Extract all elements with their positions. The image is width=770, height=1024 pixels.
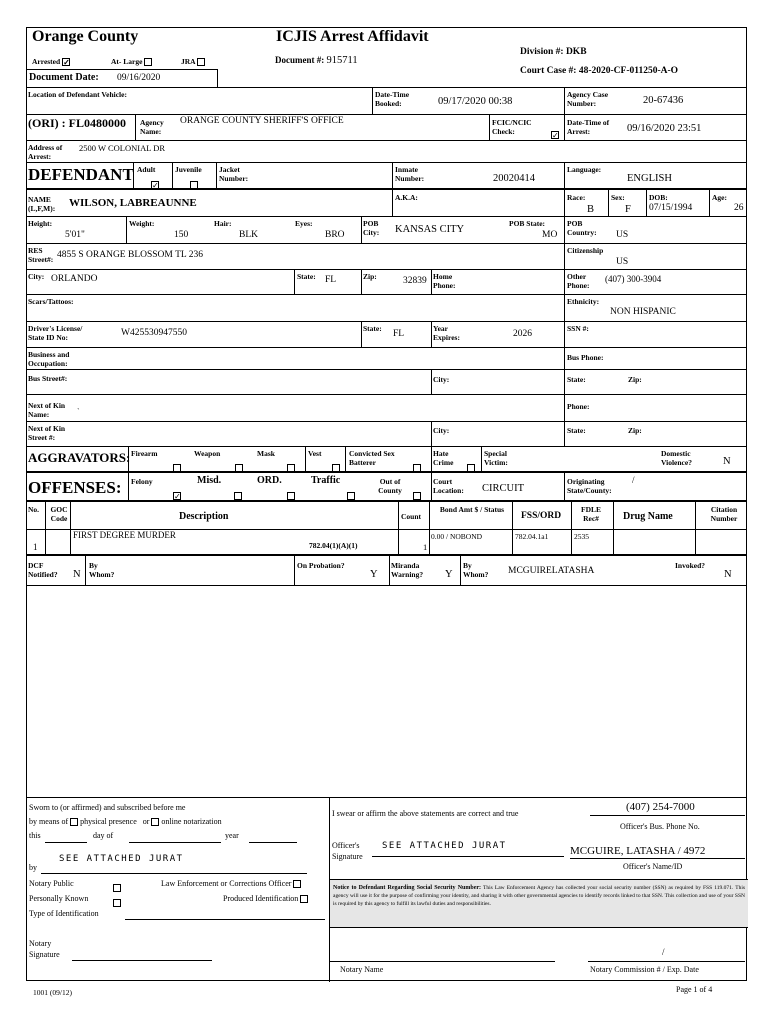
notary-signature-jurat: SEE ATTACHED JURAT bbox=[59, 854, 184, 864]
physical-presence-checkbox[interactable] bbox=[70, 818, 78, 826]
eyes: BRO bbox=[325, 230, 345, 240]
ord-checkbox[interactable] bbox=[287, 492, 295, 500]
city-row: City: ORLANDO State: FL Zip: 32839 Home Phone: Other Phone: (407) 300-3904 bbox=[27, 270, 746, 295]
location-row: Location of Defendant Vehicle: Date-Time Booked: 09/17/2020 00:38 Agency Case Number: 20-67436 bbox=[27, 88, 746, 115]
jra-checkbox[interactable] bbox=[197, 58, 205, 66]
offenses-row: OFFENSES: Felony ✓ Misd. ORD. Traffic Out of County Court Location: CIRCUIT Originating State/County: / bbox=[27, 473, 746, 502]
scars-row: Scars/Tattoos: Ethnicity: NON HISPANIC bbox=[27, 295, 746, 322]
dcf-row: DCF Notified? N By Whom? On Probation? Y Miranda Warning? Y By Whom? MCGUIRELATASHA Invoked? N bbox=[27, 556, 746, 586]
kin-row: Next of Kin Name: ` Phone: bbox=[27, 395, 746, 422]
invoked: N bbox=[724, 569, 732, 580]
document-date: 09/16/2020 bbox=[117, 73, 161, 83]
aggravators-row: AGGRAVATORS: Firearm Weapon Mask Vest Convicted Sex Batterer Hate Crime Special Victim: Domestic Violence? N bbox=[27, 447, 746, 473]
notary-public-checkbox[interactable] bbox=[113, 884, 121, 892]
city: ORLANDO bbox=[51, 274, 98, 284]
drivers-license: W425530947550 bbox=[121, 328, 187, 338]
felony-checkbox[interactable] bbox=[173, 492, 181, 500]
pob-country: US bbox=[616, 230, 629, 240]
officer-signature-jurat: SEE ATTACHED JURAT bbox=[382, 841, 507, 851]
arrest-affidavit-form bbox=[26, 27, 747, 981]
miranda-by-whom: MCGUIRELATASHA bbox=[508, 566, 595, 576]
miranda-warning: Y bbox=[445, 569, 453, 580]
notary-block: Sworn to (or affirmed) and subscribed before me by means of physical presence or online notarization this day of year by SEE ATTACHED JURAT Notary Public Law Enforcement or Corrections Officer Personally Known Produced Identification Type of Identification Notary Signature bbox=[27, 798, 330, 982]
arrested-checkbox[interactable] bbox=[62, 58, 70, 66]
offenses-heading: OFFENSES: bbox=[28, 478, 122, 497]
inmate-number: 20020414 bbox=[493, 173, 535, 184]
aggravators-heading: AGGRAVATORS: bbox=[28, 450, 131, 465]
race: B bbox=[587, 204, 595, 215]
offense-description: FIRST DEGREE MURDER bbox=[73, 530, 176, 540]
physical-row: Height: 5'01" Weight: 150 Hair: BLK Eyes: BRO POB City: KANSAS CITY POB State: MO POB Country: US bbox=[27, 217, 746, 244]
offense-fss: 782.04.1a1 bbox=[515, 532, 549, 541]
dl-year-expires: 2026 bbox=[513, 329, 532, 339]
business-row: Business and Occupation: Bus Phone: bbox=[27, 348, 746, 370]
citizenship: US bbox=[616, 257, 629, 267]
form-number: 1001 (09/12) bbox=[33, 988, 72, 997]
drivers-license-row: Driver's License/ State ID No: W425530947550 State: FL Year Expires: 2026 SSN #: bbox=[27, 322, 746, 348]
officer-name-id: MCGUIRE, LATASHA / 4972 bbox=[570, 845, 706, 857]
dcf-notified: N bbox=[73, 569, 81, 580]
height: 5'01" bbox=[65, 230, 85, 240]
traffic-checkbox[interactable] bbox=[347, 492, 355, 500]
kin-street-row: Next of Kin Street #: City: State: Zip: bbox=[27, 422, 746, 447]
pob-state: MO bbox=[542, 230, 558, 240]
dl-state: FL bbox=[393, 329, 405, 339]
officer-bus-phone: (407) 254-7000 bbox=[626, 801, 695, 813]
le-officer-checkbox[interactable] bbox=[293, 880, 301, 888]
officer-block: I swear or affirm the above statements are correct and true (407) 254-7000 Officer's Bus. Phone No. Officer's Signature SEE ATTACHED JURAT MCGUIRE, LATASHA / 4972 Officer's Name/ID Notice to Defendant Regarding Social Security Number: This Law Enforcement Agency has collected your social security number (SSN) as required by FSS 119.071. This agency will use it for the purpose of confirming your identity, and sharing it with other governmental agencies to identify records linked to that SSN. This collection and use of your SSN is required by this agency to fulfill its lawful duties and responsibilities. Notary Name / Notary Commission # / Exp. Date bbox=[330, 798, 748, 982]
page-number: Page 1 of 4 bbox=[676, 985, 713, 994]
convicted-checkbox[interactable] bbox=[413, 464, 421, 472]
agency-case-number: 20-67436 bbox=[643, 95, 684, 106]
res-street: 4855 S ORANGE BLOSSOM TL 236 bbox=[57, 250, 203, 260]
personally-known-checkbox[interactable] bbox=[113, 899, 121, 907]
produced-id-checkbox[interactable] bbox=[300, 895, 308, 903]
ssn-notice: Notice to Defendant Regarding Social Security Number: This Law Enforcement Agency has collected your social security number (SSN) as required by FSS 119.071. This agency will use it for the purpose of confirming your identity, and sharing it with other governmental agencies to identify records linked to that SSN. This collection and use of your SSN is required by this agency to fulfill its lawful duties and responsibilities. bbox=[330, 880, 748, 928]
offense-fdle: 2535 bbox=[574, 532, 589, 541]
narrative-area bbox=[27, 586, 746, 798]
dob: 07/15/1994 bbox=[649, 203, 693, 213]
defendant-name: WILSON, LABREAUNNE bbox=[69, 197, 197, 209]
court-location: CIRCUIT bbox=[482, 483, 524, 494]
originating: / bbox=[632, 475, 635, 485]
business-street-row: Bus Street#: City: State: Zip: bbox=[27, 370, 746, 395]
on-probation: Y bbox=[370, 569, 378, 580]
firearm-checkbox[interactable] bbox=[173, 464, 181, 472]
domestic-violence: N bbox=[723, 456, 731, 467]
adult-checkbox[interactable] bbox=[151, 181, 159, 189]
offense-count: 1 bbox=[423, 542, 428, 552]
online-notarization-checkbox[interactable] bbox=[151, 818, 159, 826]
zip: 32839 bbox=[403, 276, 427, 286]
out-of-county-checkbox[interactable] bbox=[413, 492, 421, 500]
header-block bbox=[27, 28, 746, 88]
offense-no: 1 bbox=[33, 542, 38, 552]
language: ENGLISH bbox=[627, 173, 672, 184]
arrest-address-row: Address of Arrest: 2500 W COLONIAL DR bbox=[27, 141, 746, 163]
table-row bbox=[27, 530, 746, 556]
age: 26 bbox=[734, 203, 744, 213]
atlarge-checkbox[interactable] bbox=[144, 58, 152, 66]
misd-checkbox[interactable] bbox=[234, 492, 242, 500]
name-row: NAME (L,F,M): WILSON, LABREAUNNE A.K.A: Race: B Sex: F DOB: 07/15/1994 Age: 26 bbox=[27, 190, 746, 217]
county-name: Orange County bbox=[32, 28, 139, 45]
offense-bond: 0.00 / NOBOND bbox=[431, 532, 483, 541]
agency-name: ORANGE COUNTY SHERIFF'S OFFICE bbox=[180, 116, 344, 126]
jra-label: JRA bbox=[181, 57, 205, 66]
ori-row: (ORI) : FL0480000 Agency Name: ORANGE COUNTY SHERIFF'S OFFICE FCIC/NCIC Check: ✓ Date-Time of Arrest: 09/16/2020 23:51 bbox=[27, 115, 746, 141]
booked-datetime: 09/17/2020 00:38 bbox=[438, 96, 513, 107]
document-date-box: Document Date: 09/16/2020 bbox=[27, 69, 218, 88]
hair: BLK bbox=[239, 230, 258, 240]
mask-checkbox[interactable] bbox=[287, 464, 295, 472]
state: FL bbox=[325, 275, 337, 285]
ethnicity: NON HISPANIC bbox=[610, 307, 676, 317]
other-phone: (407) 300-3904 bbox=[605, 274, 662, 284]
ori: (ORI) : FL0480000 bbox=[28, 116, 126, 130]
fcic-checkbox[interactable] bbox=[551, 131, 559, 139]
division: Division #: DKB bbox=[520, 47, 587, 57]
defendant-row: DEFENDANT Adult ✓ Juvenile Jacket Number: Inmate Number: 20020414 Language: ENGLISH bbox=[27, 163, 746, 190]
offense-statute: 782.04(1)(A)(1) bbox=[309, 541, 358, 550]
defendant-heading: DEFENDANT bbox=[28, 165, 134, 184]
residence-row: RES Street#: 4855 S ORANGE BLOSSOM TL 236 Citizenship US bbox=[27, 244, 746, 270]
atlarge-label: At- Large bbox=[111, 57, 152, 66]
weapon-checkbox[interactable] bbox=[235, 464, 243, 472]
offense-table-header: No. GOC Code Description Count Bond Amt $ / Status FSS/ORD FDLE Rec# Drug Name Citation Number bbox=[27, 502, 746, 530]
juvenile-checkbox[interactable] bbox=[190, 181, 198, 189]
sex: F bbox=[625, 204, 631, 215]
pob-city: KANSAS CITY bbox=[395, 224, 465, 235]
court-case: Court Case #: 48-2020-CF-011250-A-O bbox=[520, 66, 679, 76]
hate-crime-checkbox[interactable] bbox=[467, 464, 475, 472]
arrested-label: Arrested ✓ bbox=[32, 57, 70, 66]
vest-checkbox[interactable] bbox=[332, 464, 340, 472]
arrest-datetime: 09/16/2020 23:51 bbox=[627, 123, 702, 134]
arrest-address: 2500 W COLONIAL DR bbox=[79, 143, 166, 153]
weight: 150 bbox=[174, 230, 189, 240]
document-number: Document #: 915711 bbox=[275, 55, 358, 66]
form-title: ICJIS Arrest Affidavit bbox=[276, 28, 429, 45]
